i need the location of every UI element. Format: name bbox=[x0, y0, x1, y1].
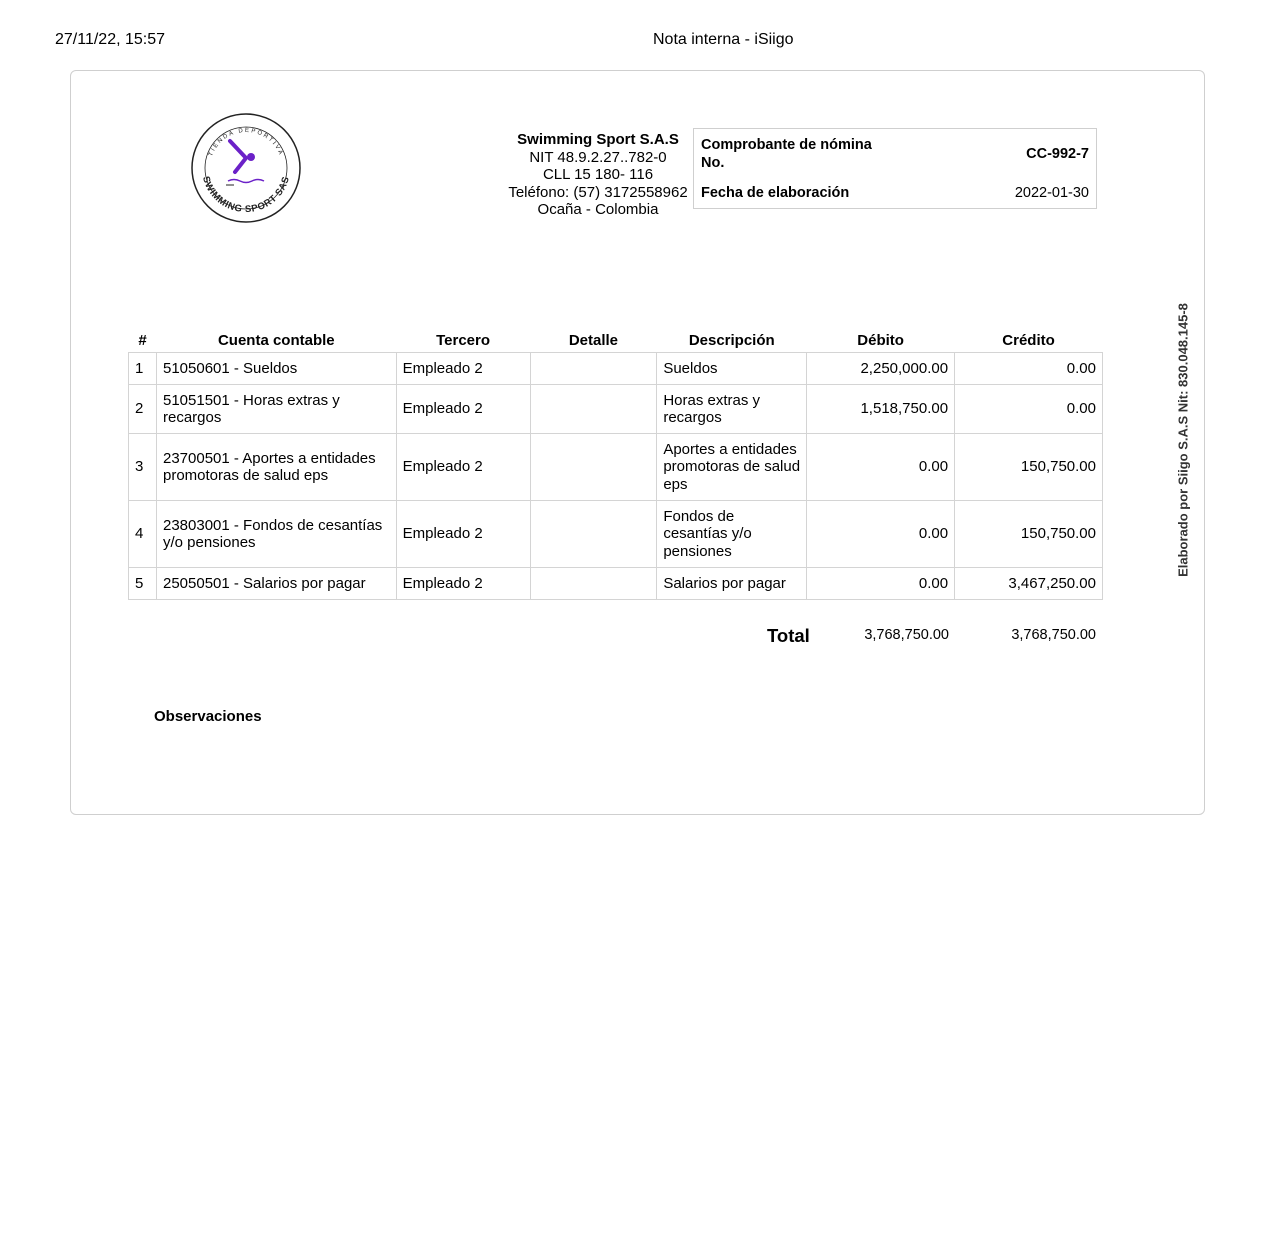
side-note: Elaborado por Siigo S.A.S Nit: 830.048.145-8 bbox=[1175, 303, 1191, 577]
logo-top-text: TIENDA DEPORTIVA bbox=[208, 127, 284, 158]
voucher-box bbox=[693, 128, 1097, 209]
column-header: Débito bbox=[857, 331, 904, 349]
company-city: Ocaña - Colombia bbox=[537, 201, 659, 219]
detail-cell bbox=[530, 434, 657, 501]
account-cell: 51050601 - Sueldos bbox=[156, 353, 396, 385]
page-title: Nota interna - iSiigo bbox=[653, 31, 794, 48]
account-cell: 23700501 - Aportes a entidades promotoras de salud eps bbox=[156, 434, 396, 501]
voucher-type-label: Comprobante de nómina No. bbox=[701, 137, 872, 171]
table-row bbox=[129, 353, 1103, 385]
third-party-cell: Empleado 2 bbox=[396, 353, 530, 385]
table-row bbox=[129, 501, 1103, 568]
company-address: CLL 15 180- 116 bbox=[542, 166, 654, 184]
company-info bbox=[503, 131, 693, 219]
detail-cell bbox=[530, 353, 657, 385]
account-cell: 23803001 - Fondos de cesantías y/o pensiones bbox=[156, 501, 396, 568]
observations-label: Observaciones bbox=[154, 708, 262, 725]
third-party-cell: Empleado 2 bbox=[396, 501, 530, 568]
credit-cell: 150,750.00 bbox=[955, 434, 1103, 501]
detail-cell bbox=[530, 568, 657, 600]
description-cell: Sueldos bbox=[657, 353, 807, 385]
debit-cell: 0.00 bbox=[807, 568, 955, 600]
voucher-date-label: Fecha de elaboración bbox=[701, 185, 850, 201]
account-cell: 51051501 - Horas extras y recargos bbox=[156, 385, 396, 434]
debit-cell: 1,518,750.00 bbox=[807, 385, 955, 434]
column-header: Tercero bbox=[436, 331, 491, 349]
company-logo bbox=[190, 112, 302, 224]
entries-table bbox=[128, 328, 1103, 600]
debit-cell: 2,250,000.00 bbox=[807, 353, 955, 385]
credit-cell: 3,467,250.00 bbox=[955, 568, 1103, 600]
company-nit: NIT 48.9.2.27..782-0 bbox=[529, 148, 667, 166]
description-cell: Salarios por pagar bbox=[657, 568, 807, 600]
column-header: Cuenta contable bbox=[217, 331, 335, 349]
row-number: 1 bbox=[129, 353, 157, 385]
description-cell: Fondos de cesantías y/o pensiones bbox=[657, 501, 807, 568]
table-row bbox=[129, 385, 1103, 434]
third-party-cell: Empleado 2 bbox=[396, 568, 530, 600]
swimmer-icon bbox=[226, 141, 264, 185]
detail-cell bbox=[530, 501, 657, 568]
company-name: Swimming Sport S.A.S bbox=[517, 131, 679, 148]
column-header: Detalle bbox=[568, 331, 619, 349]
row-number: 5 bbox=[129, 568, 157, 600]
voucher-date: 2022-01-30 bbox=[1014, 185, 1089, 201]
total-label: Total bbox=[767, 625, 810, 646]
description-cell: Aportes a entidades promotoras de salud eps bbox=[657, 434, 807, 501]
voucher-number: CC-992-7 bbox=[1026, 146, 1089, 162]
debit-cell: 0.00 bbox=[807, 501, 955, 568]
total-debit: 3,768,750.00 bbox=[864, 627, 949, 643]
table-row bbox=[129, 568, 1103, 600]
credit-cell: 0.00 bbox=[955, 385, 1103, 434]
row-number: 3 bbox=[129, 434, 157, 501]
detail-cell bbox=[530, 385, 657, 434]
third-party-cell: Empleado 2 bbox=[396, 385, 530, 434]
column-header: # bbox=[138, 331, 147, 349]
credit-cell: 150,750.00 bbox=[955, 501, 1103, 568]
account-cell: 25050501 - Salarios por pagar bbox=[156, 568, 396, 600]
row-number: 4 bbox=[129, 501, 157, 568]
row-number: 2 bbox=[129, 385, 157, 434]
table-header-row bbox=[129, 328, 1103, 353]
print-datetime: 27/11/22, 15:57 bbox=[55, 31, 166, 48]
debit-cell: 0.00 bbox=[807, 434, 955, 501]
table-row bbox=[129, 434, 1103, 501]
description-cell: Horas extras y recargos bbox=[657, 385, 807, 434]
logo-bottom-text: SWIMMING SPORT SAS bbox=[199, 175, 293, 216]
credit-cell: 0.00 bbox=[955, 353, 1103, 385]
column-header: Descripción bbox=[688, 331, 775, 349]
company-phone: Teléfono: (57) 3172558962 bbox=[508, 183, 688, 201]
third-party-cell: Empleado 2 bbox=[396, 434, 530, 501]
column-header: Crédito bbox=[1002, 331, 1055, 349]
total-credit: 3,768,750.00 bbox=[1011, 627, 1096, 643]
